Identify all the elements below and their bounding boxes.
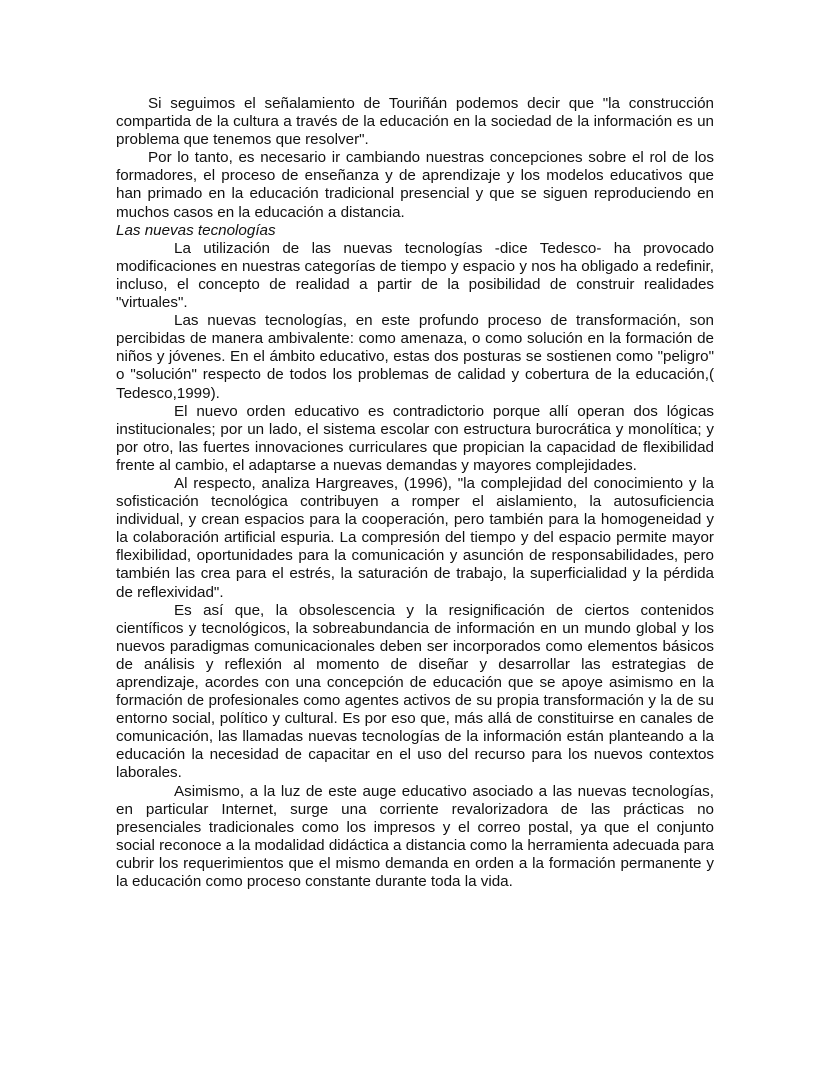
paragraph-obsolescencia: Es así que, la obsolescencia y la resignificación de ciertos contenidos científicos y tecnológicos, la sobreabundancia de información en un mundo global y los nuevos paradigmas comunicacionales deben ser incorporados como elementos básicos de análisis y reflexión al momento de diseñar y desarrollar las estrategias de aprendizaje, acordes con una concepción de educación que se apoye asimismo en la formación de profesionales como agentes activos de su propia transformación y la de su entorno social, político y cultural. Es por eso que, más allá de constituirse en canales de comunicación, las llamadas nuevas tecnologías de la información están planteando a la educación la necesidad de capacitar en el uso del recurso para los nuevos contextos laborales. [116, 601, 714, 782]
paragraph-hargreaves: Al respecto, analiza Hargreaves, (1996), "la complejidad del conocimiento y la sofisticación tecnológica contribuyen a romper el aislamiento, la autosuficiencia individual, y crean espacios para la cooperación, pero también para la homogeneidad y la colaboración artificial espuria. La compresión del tiempo y del espacio permite mayor flexibilidad, oportunidades para la comunicación y asunción de responsabilidades, pero también las crea para el estrés, la saturación de trabajo, la superficialidad y la pérdida de reflexividad". [116, 474, 714, 601]
document-page [116, 95, 714, 891]
section-heading: Las nuevas tecnologías [116, 221, 276, 239]
paragraph-touriñan: Si seguimos el señalamiento de Touriñán podemos decir que "la construcción compartida de la cultura a través de la educación en la sociedad de la información es un problema que tenemos que resolver". [116, 95, 714, 149]
paragraph-concepciones: Por lo tanto, es necesario ir cambiando nuestras concepciones sobre el rol de los formadores, el proceso de enseñanza y de aprendizaje y los modelos educativos que han primado en la educación tradicional presencial y que se siguen reproduciendo en muchos casos en la educación a distancia. [116, 149, 714, 221]
paragraph-orden-educativo: El nuevo orden educativo es contradictorio porque allí operan dos lógicas institucionales; por un lado, el sistema escolar con estructura burocrática y monolítica; y por otro, las fuertes innovaciones curriculares que propician la capacidad de flexibilidad frente al cambio, el adaptarse a nuevas demandas y mayores complejidades. [116, 402, 714, 474]
paragraph-ambivalente: Las nuevas tecnologías, en este profundo proceso de transformación, son percibidas de manera ambivalente: como amenaza, o como solución en la formación de niños y jóvenes. En el ámbito educativo, estas dos posturas se sostienen como "peligro" o "solución" respecto de todos los problemas de calidad y cobertura de la educación,( Tedesco,1999). [116, 312, 714, 402]
paragraph-tedesco: La utilización de las nuevas tecnologías -dice Tedesco- ha provocado modificaciones en nuestras categorías de tiempo y espacio y nos ha obligado a redefinir, incluso, el concepto de realidad a partir de la posibilidad de construir realidades "virtuales". [116, 239, 714, 312]
paragraph-internet: Asimismo, a la luz de este auge educativo asociado a las nuevas tecnologías, en particular Internet, surge una corriente revalorizadora de las prácticas no presenciales tradicionales como los impresos y el correo postal, ya que el conjunto social reconoce a la modalidad didáctica a distancia como la herramienta adecuada para cubrir los requerimientos que el mismo demanda en orden a la formación permanente y la educación como proceso constante durante toda la vida. [116, 782, 714, 891]
